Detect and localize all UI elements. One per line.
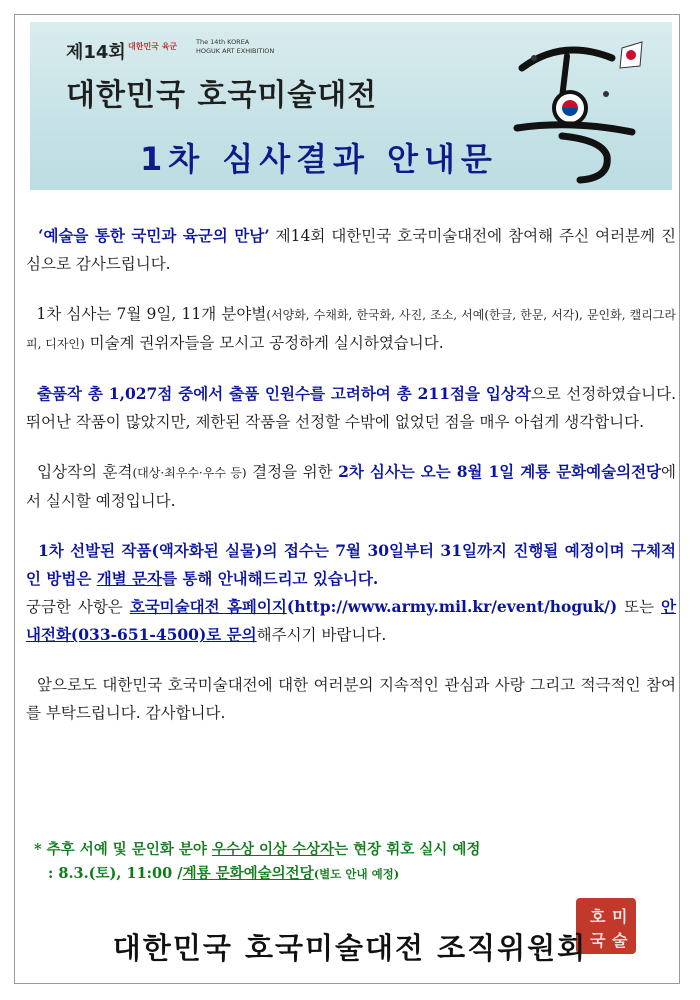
hoguk-calligraphy-logo bbox=[502, 28, 652, 186]
header-banner bbox=[30, 22, 672, 190]
note-separate-notice: (별도 안내 예정) bbox=[313, 867, 400, 881]
english-title-line2: HOGUK ART EXHIBITION bbox=[196, 47, 275, 55]
paragraph-submission bbox=[26, 537, 676, 649]
paragraph-greeting bbox=[26, 222, 676, 278]
note-line-1-b: 는 현장 휘호 실시 예정 bbox=[334, 841, 481, 858]
website-link[interactable]: 호국미술대전 홈페이지 bbox=[129, 597, 287, 616]
note-line-1-a: * 추후 서예 및 문인화 분야 bbox=[34, 841, 212, 858]
first-review-text-b: 미술계 권위자들을 모시고 공정하게 실시하였습니다. bbox=[84, 334, 444, 352]
phone-inquiry[interactable]: 안내전화(033-651-4500)로 문의 bbox=[26, 597, 676, 644]
results-text: 으로 선정하였습니다. 뛰어난 작품이 많았지만, 제한된 작품을 선정할 수밖에 없었던 점을 매우 아쉽게 생각합니다. bbox=[26, 385, 676, 431]
website-url[interactable]: (http://www.army.mil.kr/event/hoguk/) bbox=[286, 597, 618, 616]
inquiry-text-a: 궁금한 사항은 bbox=[26, 598, 130, 616]
submission-highlight: 1차 선발된 작품(액자화된 실물)의 접수는 7월 30일부터 31일까지 진행될 예정이며 구체적인 방법은 bbox=[26, 541, 676, 588]
notice-title: 1차 심사결과 안내문 bbox=[140, 140, 498, 178]
english-title bbox=[196, 38, 316, 56]
inquiry-text-b: 또는 bbox=[617, 598, 662, 616]
award-grades: (대상·최우수·우수 등) bbox=[132, 466, 247, 480]
second-review-text-c: 에서 실시할 예정입니다. bbox=[26, 463, 677, 510]
paragraph-second-review bbox=[26, 458, 676, 515]
seal-char-1: 호 bbox=[590, 907, 606, 926]
calligraphy-note bbox=[34, 838, 664, 886]
field-list: (서양화, 수채화, 한국화, 사진, 조소, 서예(한글, 한문, 서각), 문인화, 캘리그라피, 디자인) bbox=[26, 308, 676, 351]
results-highlight: 출품작 총 1,027점 중에서 출품 인원수를 고려하여 총 211점을 입상작 bbox=[36, 384, 531, 403]
award-winners: 우수상 이상 수상자 bbox=[211, 841, 335, 858]
greeting-text: 제14회 대한민국 호국미술대전에 참여해 주신 여러분께 진심으로 감사드립니다. bbox=[26, 227, 677, 273]
inquiry-text-c: 해주시기 바랍니다. bbox=[256, 626, 387, 644]
note-schedule: : 8.3.(토), 11:00 / bbox=[48, 865, 183, 882]
exhibition-title: 대한민국 호국미술대전 bbox=[66, 78, 378, 113]
note-line-2 bbox=[34, 862, 664, 886]
notice-body bbox=[26, 222, 676, 749]
edition-label: 제14회 bbox=[66, 42, 126, 63]
individual-sms: 개별 문자 bbox=[96, 569, 162, 588]
second-review-highlight: 2차 심사는 오는 8월 1일 계룡 문화예술의전당 bbox=[338, 462, 662, 481]
seal-char-2: 미 bbox=[612, 907, 628, 926]
slogan-quote: ‘예술을 통한 국민과 육군의 만남’ bbox=[38, 226, 270, 245]
seal-char-3: 국 bbox=[590, 931, 606, 950]
closing-text: 앞으로도 대한민국 호국미술대전에 대한 여러분의 지속적인 관심과 사랑 그리고 적극적인 참여를 부탁드립니다. 감사합니다. bbox=[26, 676, 676, 722]
seal-char-4: 술 bbox=[612, 931, 628, 950]
english-title-line1: The 14th KOREA bbox=[196, 38, 250, 46]
second-review-text-a: 입상작의 훈격 bbox=[37, 463, 133, 481]
note-venue: 계룡 문화예술의전당 bbox=[182, 865, 314, 882]
paragraph-first-review bbox=[26, 300, 676, 358]
army-logo-text: 대한민국 육군 bbox=[128, 42, 178, 51]
organizing-committee: 대한민국 호국미술대전 조직위원회 bbox=[112, 931, 588, 965]
submission-highlight-end: 를 통해 안내해드리고 있습니다. bbox=[161, 569, 379, 588]
paragraph-results bbox=[26, 380, 676, 436]
note-line-1 bbox=[34, 838, 664, 862]
paragraph-closing bbox=[26, 671, 676, 727]
first-review-text-a: 1차 심사는 7월 9일, 11개 분야별 bbox=[36, 305, 267, 323]
second-review-text-b: 결정을 위한 bbox=[246, 463, 339, 481]
